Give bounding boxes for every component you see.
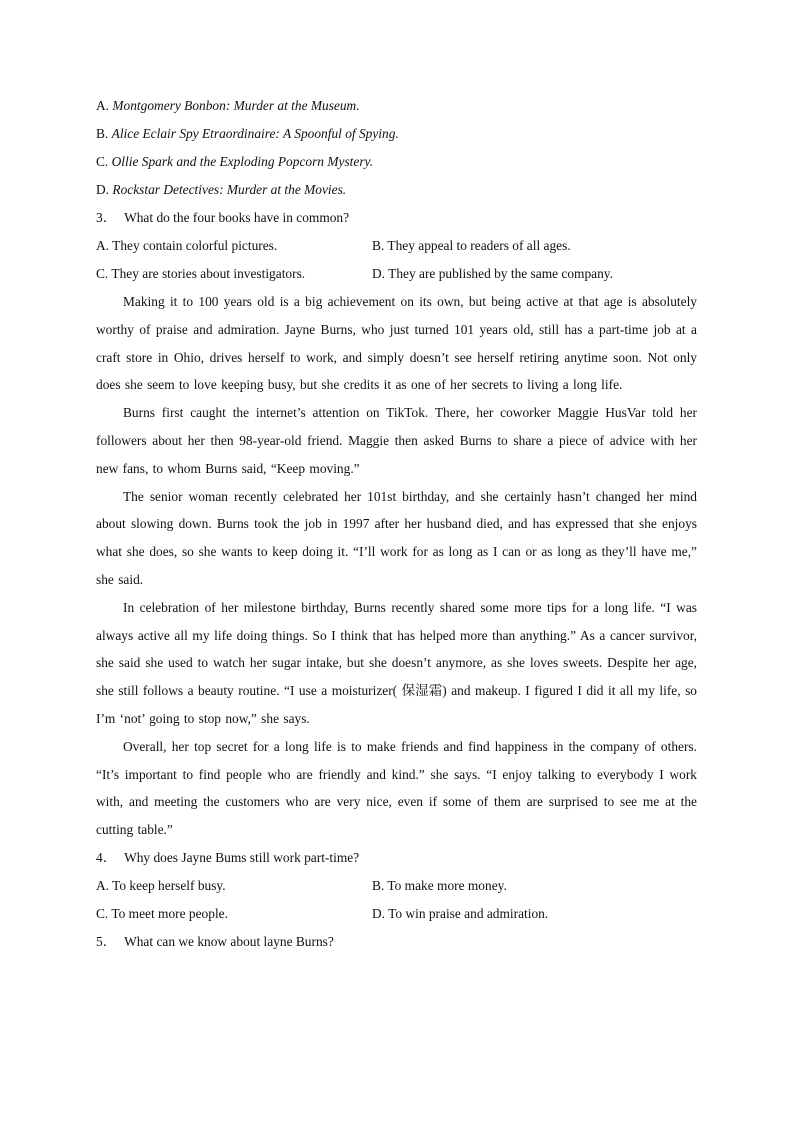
option-text: To keep herself busy.	[112, 877, 226, 893]
option-text: Montgomery Bonbon: Murder at the Museum.	[112, 98, 360, 113]
option-letter: B.	[96, 126, 109, 141]
q2-option-c	[96, 148, 697, 176]
option-letter: A.	[96, 238, 110, 253]
option-text: To meet more people.	[111, 905, 228, 921]
q3-option-a	[96, 232, 372, 260]
question-3	[96, 204, 697, 232]
question-text: Why does Jayne Bums still work part-time?	[124, 849, 360, 865]
q3-option-c	[96, 260, 372, 288]
question-text: What do the four books have in common?	[124, 210, 350, 225]
question-text: What can we know about layne Burns?	[124, 933, 334, 949]
option-text: Alice Eclair Spy Etraordinaire: A Spoonful of Spying.	[111, 126, 399, 141]
option-letter: A.	[96, 877, 110, 893]
option-letter: C.	[96, 266, 109, 281]
question-5	[96, 928, 697, 956]
option-letter: B.	[372, 877, 385, 893]
q2-option-d	[96, 176, 697, 204]
option-letter: D.	[96, 182, 110, 197]
option-letter: C.	[96, 905, 109, 921]
q4-option-c	[96, 900, 372, 928]
option-letter: A.	[96, 98, 110, 113]
q4-option-a	[96, 872, 372, 900]
option-letter: D.	[372, 905, 386, 921]
option-text: To make more money.	[387, 877, 507, 893]
option-text: To win praise and admiration.	[388, 905, 549, 921]
passage-paragraph-5: Overall, her top secret for a long life is to make friends and find happiness in the company of others. “It’s important to find people who are friendly and kind.” she says. “I enjoy talking to everybody I work with, and meeting the customers who are very nice, even if some of them are surprised to see me at the cutting table.”	[96, 738, 697, 838]
option-letter: C.	[96, 154, 109, 169]
q4-option-d	[372, 900, 697, 928]
q3-options-row-2	[96, 260, 697, 288]
q3-option-d	[372, 260, 697, 288]
passage-paragraph-3: The senior woman recently celebrated her 101st birthday, and she certainly hasn’t changed her mind about slowing down. Burns took the job in 1997 after her husband died, and has expressed that she enjoys what she does, so she wants to keep doing it. “I’ll work for as long as I can or as long as they’ll have me,” she said.	[96, 488, 697, 587]
exam-page	[96, 92, 697, 956]
option-text: They contain colorful pictures.	[112, 238, 278, 253]
option-text: They are published by the same company.	[388, 266, 613, 281]
passage-paragraph-2: Burns first caught the internet’s attention on TikTok. There, her coworker Maggie HusVar told her followers about her then 98-year-old friend. Maggie then asked Burns to share a piece of advice with her new fans, to whom Burns said, “Keep moving.”	[96, 405, 697, 476]
option-letter: B.	[372, 238, 385, 253]
q4-option-b	[372, 872, 697, 900]
option-text: Ollie Spark and the Exploding Popcorn Mystery.	[111, 154, 374, 169]
question-number: 5．	[96, 933, 117, 949]
question-number: 3．	[96, 210, 117, 225]
option-text: They are stories about investigators.	[111, 266, 306, 281]
q4-options-row-1	[96, 872, 697, 900]
option-text: They appeal to readers of all ages.	[387, 238, 571, 253]
q2-option-a	[96, 92, 697, 120]
option-letter: D.	[372, 266, 386, 281]
q3-option-b	[372, 232, 697, 260]
question-number: 4．	[96, 849, 117, 865]
option-text: Rockstar Detectives: Murder at the Movies.	[112, 182, 347, 197]
q4-options-row-2	[96, 900, 697, 928]
passage-paragraph-1: Making it to 100 years old is a big achievement on its own, but being active at that age is absolutely worthy of praise and admiration. Jayne Burns, who just turned 101 years old, still has a part-time job at a craft store in Ohio, drives herself to work, and simply doesn’t see herself retiring anytime soon. Not only does she seem to love keeping busy, but she credits it as one of her secrets to living a long life.	[96, 294, 697, 393]
q3-options-row-1	[96, 232, 697, 260]
passage-paragraph-4: In celebration of her milestone birthday, Burns recently shared some more tips for a long life. “I was always active all my life doing things. So I think that has helped more than anything.” As a cancer survivor, she said she used to watch her sugar intake, but she doesn’t anymore, as she loves sweets. Despite her age, she still follows a beauty routine. “I use a moisturizer( 保湿霜) and makeup. I figured I did it all my life, so I’m ‘not’ going to stop now,” she says.	[96, 599, 697, 726]
question-4	[96, 844, 697, 872]
q2-option-b	[96, 120, 697, 148]
